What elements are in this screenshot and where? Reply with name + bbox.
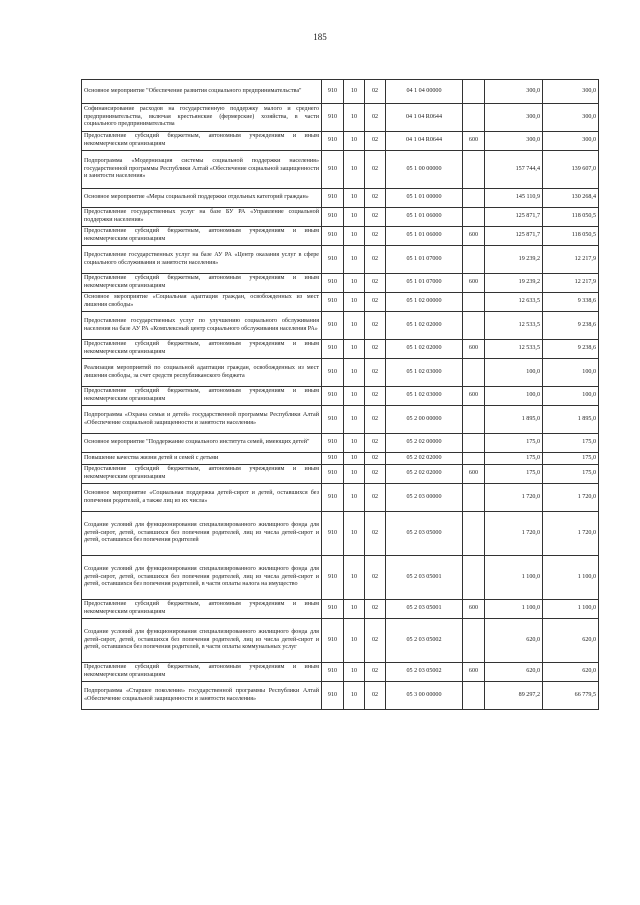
cell-section: 10 (344, 434, 365, 453)
cell-section: 10 (344, 227, 365, 246)
cell-sum2: 66 779,5 (543, 682, 599, 710)
cell-subsection: 02 (365, 312, 386, 340)
cell-section: 10 (344, 453, 365, 465)
cell-target: 05 2 03 05001 (386, 556, 463, 600)
cell-sum2: 300,0 (543, 132, 599, 151)
cell-section: 10 (344, 359, 365, 387)
cell-sum2: 139 607,0 (543, 151, 599, 189)
cell-target: 04 1 04 00000 (386, 80, 463, 104)
cell-target: 05 1 01 00000 (386, 189, 463, 208)
cell-sum2: 9 238,6 (543, 312, 599, 340)
cell-type: 600 (463, 600, 485, 619)
cell-subsection: 02 (365, 151, 386, 189)
cell-subsection: 02 (365, 227, 386, 246)
cell-sum1: 157 744,4 (485, 151, 543, 189)
cell-sum2: 300,0 (543, 80, 599, 104)
cell-sum2: 620,0 (543, 663, 599, 682)
table-row (82, 434, 599, 453)
table-row (82, 189, 599, 208)
cell-type (463, 619, 485, 663)
cell-section: 10 (344, 312, 365, 340)
table-row (82, 80, 599, 104)
cell-ministry: 910 (322, 434, 344, 453)
cell-ministry: 910 (322, 104, 344, 132)
cell-section: 10 (344, 246, 365, 274)
cell-ministry: 910 (322, 406, 344, 434)
cell-section: 10 (344, 484, 365, 512)
cell-section: 10 (344, 406, 365, 434)
cell-sum1: 125 871,7 (485, 208, 543, 227)
cell-ministry: 910 (322, 663, 344, 682)
cell-section: 10 (344, 208, 365, 227)
cell-type (463, 312, 485, 340)
table-row (82, 151, 599, 189)
cell-sum1: 19 239,2 (485, 246, 543, 274)
cell-section: 10 (344, 132, 365, 151)
cell-section: 10 (344, 663, 365, 682)
cell-sum1: 19 239,2 (485, 274, 543, 293)
cell-name: Создание условий для функционирования специализированного жилищного фонда для детей-сирот, детей, оставшихся без попечения родителей, лиц из числа детей-сирот и детей, оставшихся без попечения родителей (82, 512, 322, 556)
cell-sum1: 12 533,5 (485, 340, 543, 359)
table-row (82, 246, 599, 274)
table-row (82, 512, 599, 556)
cell-section: 10 (344, 189, 365, 208)
cell-section: 10 (344, 274, 365, 293)
cell-target: 05 2 00 00000 (386, 406, 463, 434)
cell-ministry: 910 (322, 556, 344, 600)
cell-section: 10 (344, 465, 365, 484)
cell-subsection: 02 (365, 600, 386, 619)
cell-sum1: 300,0 (485, 132, 543, 151)
cell-type (463, 682, 485, 710)
cell-ministry: 910 (322, 208, 344, 227)
cell-type (463, 406, 485, 434)
cell-sum1: 620,0 (485, 663, 543, 682)
cell-name: Софинансирование расходов на государственную поддержку малого и среднего предпринимательства, включая крестьянские (фермерские) хозяйства, в части социального предпринимательства (82, 104, 322, 132)
cell-name: Основное мероприятие "Поддержание социального института семей, имеющих детей" (82, 434, 322, 453)
cell-subsection: 02 (365, 387, 386, 406)
cell-name: Основное мероприятие «Социальная поддержка детей-сирот и детей, оставшихся без попечения родителей, а также лиц из их числа» (82, 484, 322, 512)
cell-name: Подпрограмма «Старшее поколение» государственной программы Республики Алтай «Обеспечение социальной защищенности и занятости населения» (82, 682, 322, 710)
cell-sum2: 1 100,0 (543, 600, 599, 619)
cell-ministry: 910 (322, 512, 344, 556)
cell-section: 10 (344, 340, 365, 359)
cell-type (463, 453, 485, 465)
cell-name: Предоставление государственных услуг по улучшению социального обслуживания населения на базе АУ РА «Комплексный центр социального обслуживания населения РА» (82, 312, 322, 340)
cell-sum2: 100,0 (543, 359, 599, 387)
cell-type: 600 (463, 340, 485, 359)
cell-section: 10 (344, 387, 365, 406)
cell-target: 05 1 01 07000 (386, 274, 463, 293)
cell-ministry: 910 (322, 227, 344, 246)
cell-sum1: 1 720,0 (485, 484, 543, 512)
cell-subsection: 02 (365, 484, 386, 512)
budget-table (81, 79, 599, 710)
cell-subsection: 02 (365, 453, 386, 465)
table-row (82, 132, 599, 151)
table-row (82, 453, 599, 465)
cell-type (463, 359, 485, 387)
cell-sum1: 175,0 (485, 434, 543, 453)
cell-sum2: 118 050,5 (543, 208, 599, 227)
cell-section: 10 (344, 600, 365, 619)
cell-ministry: 910 (322, 484, 344, 512)
table-row (82, 682, 599, 710)
cell-sum1: 1 100,0 (485, 556, 543, 600)
cell-ministry: 910 (322, 132, 344, 151)
cell-target: 05 1 02 00000 (386, 293, 463, 312)
cell-subsection: 02 (365, 465, 386, 484)
cell-sum1: 175,0 (485, 465, 543, 484)
cell-target: 05 2 03 05001 (386, 600, 463, 619)
cell-type (463, 556, 485, 600)
table-row (82, 359, 599, 387)
cell-subsection: 02 (365, 189, 386, 208)
cell-sum1: 89 297,2 (485, 682, 543, 710)
table-row (82, 340, 599, 359)
cell-sum1: 145 110,9 (485, 189, 543, 208)
cell-subsection: 02 (365, 293, 386, 312)
cell-name: Основное мероприятие "Обеспечение развития социального предпринимательства" (82, 80, 322, 104)
cell-target: 05 2 03 05002 (386, 619, 463, 663)
table-row (82, 227, 599, 246)
cell-subsection: 02 (365, 340, 386, 359)
table-row (82, 274, 599, 293)
cell-type (463, 434, 485, 453)
cell-sum1: 12 633,5 (485, 293, 543, 312)
cell-subsection: 02 (365, 512, 386, 556)
cell-name: Подпрограмма «Охрана семьи и детей» государственной программы Республики Алтай «Обеспечение социальной защищенности и занятости населения» (82, 406, 322, 434)
cell-name: Предоставление субсидий бюджетным, автономным учреждениям и иным некоммерческим организациям (82, 600, 322, 619)
cell-type: 600 (463, 274, 485, 293)
cell-sum1: 175,0 (485, 453, 543, 465)
cell-ministry: 910 (322, 189, 344, 208)
cell-sum2: 175,0 (543, 453, 599, 465)
cell-sum2: 300,0 (543, 104, 599, 132)
cell-subsection: 02 (365, 359, 386, 387)
cell-target: 05 2 03 05000 (386, 512, 463, 556)
cell-subsection: 02 (365, 274, 386, 293)
cell-sum1: 300,0 (485, 104, 543, 132)
cell-sum2: 1 895,0 (543, 406, 599, 434)
cell-target: 05 2 02 00000 (386, 434, 463, 453)
cell-sum2: 1 720,0 (543, 512, 599, 556)
cell-name: Реализация мероприятий по социальной адаптации граждан, освобожденных из мест лишения свободы, за счет средств республиканского бюджета (82, 359, 322, 387)
cell-type (463, 80, 485, 104)
cell-target: 05 2 03 00000 (386, 484, 463, 512)
cell-section: 10 (344, 293, 365, 312)
cell-target: 05 2 02 02000 (386, 465, 463, 484)
cell-target: 04 1 04 R0644 (386, 104, 463, 132)
cell-sum2: 175,0 (543, 465, 599, 484)
cell-name: Предоставление субсидий бюджетным, автономным учреждениям и иным некоммерческим организациям (82, 274, 322, 293)
table-row (82, 600, 599, 619)
cell-type (463, 484, 485, 512)
cell-name: Основное мероприятие «Социальная адаптация граждан, освобожденных из мест лишения свободы» (82, 293, 322, 312)
cell-target: 04 1 04 R0644 (386, 132, 463, 151)
cell-sum2: 118 050,5 (543, 227, 599, 246)
cell-target: 05 1 01 06000 (386, 227, 463, 246)
cell-type (463, 246, 485, 274)
cell-sum1: 100,0 (485, 387, 543, 406)
cell-ministry: 910 (322, 387, 344, 406)
cell-name: Предоставление субсидий бюджетным, автономным учреждениям и иным некоммерческим организациям (82, 663, 322, 682)
cell-sum1: 1 895,0 (485, 406, 543, 434)
cell-name: Предоставление субсидий бюджетным, автономным учреждениям и иным некоммерческим организациям (82, 132, 322, 151)
cell-ministry: 910 (322, 359, 344, 387)
cell-section: 10 (344, 151, 365, 189)
table-row (82, 387, 599, 406)
cell-name: Предоставление государственных услуг на базе БУ РА «Управление социальной поддержки населения» (82, 208, 322, 227)
cell-type (463, 512, 485, 556)
cell-ministry: 910 (322, 619, 344, 663)
cell-ministry: 910 (322, 274, 344, 293)
cell-sum2: 9 238,6 (543, 340, 599, 359)
cell-sum1: 1 720,0 (485, 512, 543, 556)
cell-sum1: 12 533,5 (485, 312, 543, 340)
page-number: 185 (313, 32, 327, 42)
cell-name: Предоставление государственных услуг на базе АУ РА «Центр оказания услуг в сфере социального обслуживания и занятости населения» (82, 246, 322, 274)
cell-section: 10 (344, 556, 365, 600)
cell-name: Предоставление субсидий бюджетным, автономным учреждениям и иным некоммерческим организациям (82, 340, 322, 359)
cell-subsection: 02 (365, 556, 386, 600)
cell-ministry: 910 (322, 465, 344, 484)
table-row (82, 619, 599, 663)
cell-ministry: 910 (322, 151, 344, 189)
cell-ministry: 910 (322, 682, 344, 710)
cell-sum2: 100,0 (543, 387, 599, 406)
table-row (82, 104, 599, 132)
cell-target: 05 3 00 00000 (386, 682, 463, 710)
cell-section: 10 (344, 80, 365, 104)
table-row (82, 556, 599, 600)
cell-name: Предоставление субсидий бюджетным, автономным учреждениям и иным некоммерческим организациям (82, 465, 322, 484)
cell-type (463, 151, 485, 189)
table-row (82, 208, 599, 227)
cell-ministry: 910 (322, 312, 344, 340)
cell-target: 05 1 01 06000 (386, 208, 463, 227)
cell-section: 10 (344, 104, 365, 132)
cell-target: 05 1 02 02000 (386, 340, 463, 359)
cell-ministry: 910 (322, 246, 344, 274)
cell-subsection: 02 (365, 682, 386, 710)
cell-sum1: 125 871,7 (485, 227, 543, 246)
cell-name: Предоставление субсидий бюджетным, автономным учреждениям и иным некоммерческим организациям (82, 387, 322, 406)
cell-sum2: 12 217,9 (543, 246, 599, 274)
table-row (82, 312, 599, 340)
cell-subsection: 02 (365, 246, 386, 274)
cell-target: 05 2 03 05002 (386, 663, 463, 682)
cell-ministry: 910 (322, 600, 344, 619)
cell-name: Повышение качества жизни детей и семей с детьми (82, 453, 322, 465)
cell-sum2: 175,0 (543, 434, 599, 453)
cell-type: 600 (463, 227, 485, 246)
cell-subsection: 02 (365, 619, 386, 663)
cell-ministry: 910 (322, 340, 344, 359)
cell-type: 600 (463, 132, 485, 151)
cell-name: Создание условий для функционирования специализированного жилищного фонда для детей-сирот, детей, оставшихся без попечения родителей, лиц из числа детей-сирот и детей, оставшихся без попечения родителей, в части оплаты коммунальных услуг (82, 619, 322, 663)
table-row (82, 484, 599, 512)
cell-subsection: 02 (365, 434, 386, 453)
cell-type: 600 (463, 387, 485, 406)
cell-ministry: 910 (322, 80, 344, 104)
cell-sum2: 130 268,4 (543, 189, 599, 208)
cell-type (463, 104, 485, 132)
cell-section: 10 (344, 619, 365, 663)
cell-subsection: 02 (365, 208, 386, 227)
cell-sum1: 300,0 (485, 80, 543, 104)
table-row (82, 406, 599, 434)
cell-target: 05 2 02 02000 (386, 453, 463, 465)
table-row (82, 465, 599, 484)
cell-type (463, 189, 485, 208)
cell-section: 10 (344, 682, 365, 710)
cell-type (463, 208, 485, 227)
cell-target: 05 1 01 07000 (386, 246, 463, 274)
cell-type: 600 (463, 663, 485, 682)
table-row (82, 293, 599, 312)
cell-sum2: 12 217,9 (543, 274, 599, 293)
cell-subsection: 02 (365, 663, 386, 682)
cell-sum2: 9 338,6 (543, 293, 599, 312)
cell-subsection: 02 (365, 406, 386, 434)
cell-sum1: 1 100,0 (485, 600, 543, 619)
cell-target: 05 1 00 00000 (386, 151, 463, 189)
cell-target: 05 1 02 03000 (386, 359, 463, 387)
cell-section: 10 (344, 512, 365, 556)
cell-sum2: 620,0 (543, 619, 599, 663)
cell-subsection: 02 (365, 132, 386, 151)
cell-sum2: 1 100,0 (543, 556, 599, 600)
cell-sum1: 620,0 (485, 619, 543, 663)
cell-name: Создание условий для функционирования специализированного жилищного фонда для детей-сирот, детей, оставшихся без попечения родителей, лиц из числа детей-сирот и детей, оставшихся без попечения родителей, в части оплаты налога на имущество (82, 556, 322, 600)
cell-name: Подпрограмма «Модернизация системы социальной поддержки населения» государственной программы Республики Алтай «Обеспечение социальной защищенности и занятости населения» (82, 151, 322, 189)
cell-sum2: 1 720,0 (543, 484, 599, 512)
cell-sum1: 100,0 (485, 359, 543, 387)
cell-target: 05 1 02 03000 (386, 387, 463, 406)
cell-subsection: 02 (365, 104, 386, 132)
cell-type: 600 (463, 465, 485, 484)
cell-name: Предоставление субсидий бюджетным, автономным учреждениям и иным некоммерческим организациям (82, 227, 322, 246)
cell-type (463, 293, 485, 312)
cell-ministry: 910 (322, 293, 344, 312)
cell-name: Основное мероприятие «Меры социальной поддержки отдельных категорий граждан» (82, 189, 322, 208)
table-row (82, 663, 599, 682)
cell-target: 05 1 02 02000 (386, 312, 463, 340)
cell-ministry: 910 (322, 453, 344, 465)
cell-subsection: 02 (365, 80, 386, 104)
